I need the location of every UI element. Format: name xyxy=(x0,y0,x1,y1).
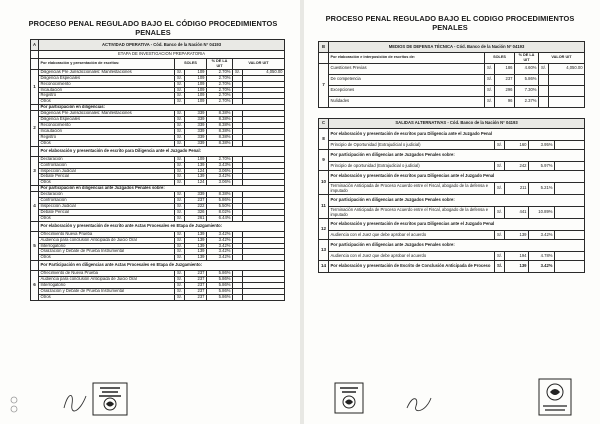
percent-cell: 3.42% xyxy=(207,174,233,180)
item-label: Ofrecimiento de Nueva Prueba xyxy=(39,271,175,277)
item-number: 9 xyxy=(319,150,329,171)
percent-cell: 8.38% xyxy=(207,128,233,134)
percent-cell: 5.86% xyxy=(207,271,233,277)
item-label: Inspección Judicial xyxy=(39,168,175,174)
section-title: SALIDAS ALTERNATIVAS - Cód. Banco de la Nación N° 04193 xyxy=(329,119,585,129)
spacer-cell xyxy=(555,162,585,171)
percent-cell: 3.06% xyxy=(207,168,233,174)
uit-currency-cell: S/. xyxy=(539,63,549,74)
title-line-1: PROCESO PENAL REGULADO BAJO EL CODIGO PROCEDIMIENTOS xyxy=(325,14,575,23)
currency-cell: S/. xyxy=(175,289,185,295)
spacer-cell xyxy=(555,231,585,240)
amount-cell: 109 xyxy=(185,156,207,162)
group-heading-row xyxy=(31,146,285,156)
currency-cell: S/. xyxy=(175,140,185,146)
item-heading: Por elaboración y presentación de escritos para Diligencias ante el Juzgado Penal xyxy=(329,219,585,231)
item-label: Diligencias Pre Jurisdiccionales: Manifestaciones xyxy=(39,69,175,75)
spacer-cell xyxy=(555,141,585,150)
uit-value-cell: 4,050.00 xyxy=(549,63,585,74)
item-label: Otros xyxy=(39,140,175,146)
item-label: Nulidades xyxy=(329,96,485,107)
spacer-cell xyxy=(555,207,585,219)
title-line-2: PENALES xyxy=(432,23,468,32)
group-number: 5 xyxy=(31,231,39,261)
fee-table-b xyxy=(318,41,585,108)
item-label: Reconocimiento xyxy=(39,123,175,129)
item-label: Confrontación xyxy=(39,198,175,204)
group-number: 7 xyxy=(319,63,329,107)
item-number: 13 xyxy=(319,240,329,261)
percent-cell: 8.38% xyxy=(207,134,233,140)
group-heading: Por participación en diligencias: xyxy=(39,105,285,111)
item-label: Otros xyxy=(39,180,175,186)
group-heading: Por elaboración y presentación de escritos: xyxy=(39,59,175,70)
amount-cell: 296 xyxy=(495,85,515,96)
signature-icon xyxy=(404,392,434,414)
percent-cell: 5.86% xyxy=(207,198,233,204)
percent-cell: 3.42% xyxy=(207,255,233,261)
item-label: Incautación xyxy=(39,128,175,134)
group-number: 2 xyxy=(31,111,39,146)
amount-cell: 109 xyxy=(185,87,207,93)
amount-cell: 194 xyxy=(505,252,529,261)
item-label: Incautación xyxy=(39,87,175,93)
item-label: Inspección Judicial xyxy=(39,204,175,210)
table-row xyxy=(319,96,585,107)
uit-value-cell xyxy=(549,74,585,85)
item-heading: Por participación en diligencias ante Juzgados Penales sobre: xyxy=(329,150,585,162)
percent-cell: 2.70% xyxy=(207,81,233,87)
document-title xyxy=(316,14,584,32)
fee-table-a xyxy=(30,39,285,301)
amount-cell: 186 xyxy=(495,63,515,74)
amount-cell: 339 xyxy=(185,123,207,129)
currency-cell: S/. xyxy=(175,156,185,162)
currency-cell: S/. xyxy=(175,87,185,93)
item-number: 11 xyxy=(319,195,329,219)
percent-cell: 5.86% xyxy=(515,74,539,85)
amount-cell: 139 xyxy=(185,162,207,168)
spacer-cell xyxy=(555,252,585,261)
row-number-cell xyxy=(31,261,39,271)
percent-cell: 3.95% xyxy=(529,141,555,150)
percent-cell: 2.70% xyxy=(207,69,233,75)
percent-cell: 3.42% xyxy=(207,237,233,243)
currency-cell: S/. xyxy=(175,294,185,300)
amount-cell: 339 xyxy=(185,140,207,146)
percent-cell: 2.37% xyxy=(515,96,539,107)
group-heading-row xyxy=(31,59,285,70)
currency-cell: S/. xyxy=(175,81,185,87)
row-number-cell xyxy=(31,146,39,156)
percent-cell: 3.42% xyxy=(207,249,233,255)
currency-cell: S/. xyxy=(175,237,185,243)
item-number: 10 xyxy=(319,171,329,195)
section-header-row xyxy=(319,42,585,53)
table-row xyxy=(319,207,585,219)
percent-cell: 5.86% xyxy=(207,283,233,289)
table-row xyxy=(319,74,585,85)
percent-cell: 5.86% xyxy=(207,277,233,283)
item-label: Reconocimiento xyxy=(39,81,175,87)
currency-cell: S/. xyxy=(175,111,185,117)
currency-cell: S/. xyxy=(175,192,185,198)
currency-cell: S/. xyxy=(485,74,495,85)
item-label: Otros xyxy=(39,99,175,105)
uit-currency-cell xyxy=(539,96,549,107)
amount-cell: 139 xyxy=(505,261,529,273)
percent-cell: 5.86% xyxy=(207,289,233,295)
percent-cell: 8.38% xyxy=(207,140,233,146)
item-label: Audiencia para conclusión Anticipada de Juicio Oral xyxy=(39,237,175,243)
spacer-cell xyxy=(555,183,585,195)
uit-currency-cell xyxy=(539,85,549,96)
amount-cell: 339 xyxy=(185,117,207,123)
seal-stamp-icon xyxy=(92,382,128,416)
spacer-cell xyxy=(555,261,585,273)
amount-cell: 139 xyxy=(185,255,207,261)
item-heading-row xyxy=(319,150,585,162)
fee-table-c xyxy=(318,118,585,273)
percent-cell: 7.30% xyxy=(515,85,539,96)
table-row xyxy=(319,162,585,171)
group-heading: Por elaboración y presentación de escrito ante Actas Procesales en Etapa de Juzgamiento: xyxy=(39,221,285,231)
amount-cell: 211 xyxy=(505,183,529,195)
percent-cell: 5.50% xyxy=(207,204,233,210)
percent-cell: 5.97% xyxy=(529,162,555,171)
table-row xyxy=(319,63,585,74)
item-label: Otros xyxy=(39,215,175,221)
section-title: ACTIVIDAD OPERATIVA - Cód. Banco de la Nación N° 04193 xyxy=(39,40,285,51)
group-heading: Por Participación en diligencias ante Actas Procesales en Etapa de Juzgamiento: xyxy=(39,261,285,271)
percent-cell: 2.70% xyxy=(207,156,233,162)
amount-cell: 124 xyxy=(185,168,207,174)
percent-cell: 2.70% xyxy=(207,87,233,93)
section-letter: B xyxy=(319,42,329,53)
column-header-pct: % DE LA UIT xyxy=(207,59,233,70)
currency-cell: S/. xyxy=(175,128,185,134)
amount-cell: 139 xyxy=(185,174,207,180)
currency-cell: S/. xyxy=(495,141,505,150)
amount-cell: 339 xyxy=(185,128,207,134)
item-heading: Por elaboración y presentación de escritos para Diligencias ante el Juzgado Penal xyxy=(329,171,585,183)
group-heading-row xyxy=(31,261,285,271)
item-label: De competencia xyxy=(329,74,485,85)
item-label: Excepciones xyxy=(329,85,485,96)
currency-cell: S/. xyxy=(175,249,185,255)
uit-value-cell: 4,050.00 xyxy=(243,69,285,75)
percent-cell: 8.38% xyxy=(207,192,233,198)
amount-cell: 339 xyxy=(185,134,207,140)
item-label: Terminación Anticipada de Proceso Acuerdo entre el Fiscal, abogado de la defensa e imputado xyxy=(329,207,495,219)
percent-cell: 2.70% xyxy=(207,93,233,99)
item-label: Cuestiones Previas xyxy=(329,63,485,74)
currency-cell: S/. xyxy=(175,209,185,215)
section-letter: A xyxy=(31,40,39,51)
item-heading-row xyxy=(319,219,585,231)
percent-cell: 3.42% xyxy=(207,243,233,249)
percent-cell: 3.42% xyxy=(207,231,233,237)
column-header-pct: % DE LA UIT xyxy=(515,53,539,64)
uit-currency-cell xyxy=(233,294,243,300)
currency-cell: S/. xyxy=(175,204,185,210)
item-label: Declaración xyxy=(39,156,175,162)
amount-cell: 96 xyxy=(495,96,515,107)
group-number: 4 xyxy=(31,192,39,222)
seal-stamp-icon xyxy=(334,382,364,414)
table-row xyxy=(319,183,585,195)
uit-value-cell xyxy=(549,85,585,96)
item-number: 8 xyxy=(319,129,329,150)
section-header-row xyxy=(31,40,285,51)
percent-cell: 4.60% xyxy=(515,63,539,74)
row-number-cell xyxy=(31,221,39,231)
amount-cell: 237 xyxy=(495,74,515,85)
item-label: Diligencias Pre Jurisdiccionales: Manifestaciones xyxy=(39,111,175,117)
currency-cell: S/. xyxy=(495,183,505,195)
percent-cell: 5.21% xyxy=(529,183,555,195)
item-label: Otros xyxy=(39,255,175,261)
amount-cell: 109 xyxy=(185,69,207,75)
item-heading-row xyxy=(319,240,585,252)
item-label: Principio de oportunidad (Extrajudicial o judicial) xyxy=(329,162,495,171)
item-number: 14 xyxy=(319,261,329,273)
uit-currency-cell xyxy=(539,74,549,85)
section-title: MEDIOS DE DEFENSA TÉCNICA - Cód. Banco de la Nación N° 04193 xyxy=(329,42,585,53)
item-heading-row xyxy=(319,195,585,207)
stage-title: ETAPA DE INVESTIGACION PREPARATORIA xyxy=(39,51,285,59)
currency-cell: S/. xyxy=(175,168,185,174)
item-label: Debate Pericial xyxy=(39,174,175,180)
percent-cell: 3.06% xyxy=(207,180,233,186)
percent-cell: 2.70% xyxy=(207,99,233,105)
amount-cell: 139 xyxy=(185,231,207,237)
amount-cell: 237 xyxy=(185,289,207,295)
currency-cell: S/. xyxy=(175,69,185,75)
amount-cell: 109 xyxy=(185,81,207,87)
item-heading: Por elaboración y presentación de escritos para Diligencia ante el Juzgado Penal xyxy=(329,129,585,141)
item-label: Audiencia con el Juez que debe aprobar el acuerdo xyxy=(329,231,495,240)
group-number: 1 xyxy=(31,69,39,104)
amount-cell: 109 xyxy=(185,75,207,81)
amount-cell: 139 xyxy=(185,249,207,255)
currency-cell: S/. xyxy=(175,93,185,99)
percent-cell: 3.42% xyxy=(529,231,555,240)
currency-cell: S/. xyxy=(495,162,505,171)
section-letter: C xyxy=(319,119,329,129)
item-label: Audiencia para conclusión Anticipada de Juicio Oral xyxy=(39,277,175,283)
currency-cell: S/. xyxy=(175,243,185,249)
section-header-row xyxy=(319,119,585,129)
item-label: Ofrecimiento Nueva Prueba xyxy=(39,231,175,237)
currency-cell: S/. xyxy=(175,271,185,277)
item-label: Registro xyxy=(39,134,175,140)
item-heading-row xyxy=(319,261,585,273)
percent-cell: 8.02% xyxy=(207,209,233,215)
item-heading: Por participación en diligencias ante Juzgados Penales sobre: xyxy=(329,195,585,207)
amount-cell: 139 xyxy=(185,237,207,243)
currency-cell: S/. xyxy=(175,174,185,180)
column-header-soles: SOLES xyxy=(485,53,515,64)
currency-cell: S/. xyxy=(175,255,185,261)
item-label: Interrogatorio xyxy=(39,243,175,249)
amount-cell: 222 xyxy=(185,204,207,210)
amount-cell: 237 xyxy=(185,271,207,277)
percent-cell: 10.89% xyxy=(529,207,555,219)
currency-cell: S/. xyxy=(495,261,505,273)
item-label: Oralización y Debate de Prueba Instrumental xyxy=(39,249,175,255)
table-row xyxy=(319,141,585,150)
currency-cell: S/. xyxy=(485,96,495,107)
group-heading: Por elaboración e interposición de escritos de: xyxy=(329,53,485,64)
amount-cell: 109 xyxy=(185,99,207,105)
amount-cell: 339 xyxy=(185,111,207,117)
item-heading-row xyxy=(319,171,585,183)
currency-cell: S/. xyxy=(175,180,185,186)
amount-cell: 139 xyxy=(185,243,207,249)
percent-cell: 8.38% xyxy=(207,123,233,129)
currency-cell: S/. xyxy=(175,162,185,168)
item-heading: Por elaboración y presentación de Escrito de Conclusión Anticipada de Proceso xyxy=(329,261,495,273)
percent-cell: 8.38% xyxy=(207,117,233,123)
group-heading: Por participación en diligencias ante Juzgados Penales sobre: xyxy=(39,186,285,192)
percent-cell: 3.42% xyxy=(529,261,555,273)
uit-currency-cell: S/. xyxy=(233,69,243,75)
amount-cell: 237 xyxy=(185,198,207,204)
group-heading-row xyxy=(319,53,585,64)
uit-value-cell xyxy=(549,96,585,107)
percent-cell: 2.70% xyxy=(207,75,233,81)
currency-cell: S/. xyxy=(495,231,505,240)
group-heading-row xyxy=(31,221,285,231)
percent-cell: 6.44% xyxy=(207,215,233,221)
amount-cell: 124 xyxy=(185,180,207,186)
currency-cell: S/. xyxy=(175,134,185,140)
currency-cell: S/. xyxy=(175,198,185,204)
row-number-cell xyxy=(31,59,39,70)
percent-cell: 8.38% xyxy=(207,111,233,117)
amount-cell: 109 xyxy=(185,93,207,99)
percent-cell: 5.86% xyxy=(207,294,233,300)
table-row xyxy=(319,252,585,261)
punch-hole-icon xyxy=(8,396,20,414)
seal-stamp-icon xyxy=(538,378,572,416)
item-heading-row xyxy=(319,129,585,141)
amount-cell: 242 xyxy=(505,162,529,171)
item-label: Audiencia con el Juez que debe aprobar el acuerdo xyxy=(329,252,495,261)
amount-cell: 326 xyxy=(185,209,207,215)
group-number: 6 xyxy=(31,271,39,301)
document-title: PROCESO PENAL REGULADO BAJO EL CÓDIGO PROCEDIMIENTOS PENALES xyxy=(28,19,278,37)
item-label: Oralización y Debate de Prueba Instrumental xyxy=(39,289,175,295)
item-label: Terminación Anticipada de Proceso Acuerdo entre el Fiscal, abogado de la defensa e imputado xyxy=(329,183,495,195)
amount-cell: 160 xyxy=(505,141,529,150)
item-label: Declaración xyxy=(39,192,175,198)
column-header-uit: VALOR UIT xyxy=(539,53,585,64)
item-label: Interrogatorio xyxy=(39,283,175,289)
currency-cell: S/. xyxy=(175,123,185,129)
currency-cell: S/. xyxy=(485,63,495,74)
column-header-uit: VALOR UIT xyxy=(233,59,285,70)
table-row xyxy=(319,85,585,96)
currency-cell: S/. xyxy=(175,283,185,289)
currency-cell: S/. xyxy=(175,277,185,283)
amount-cell: 237 xyxy=(185,277,207,283)
amount-cell: 261 xyxy=(185,215,207,221)
uit-value-cell xyxy=(243,294,285,300)
currency-cell: S/. xyxy=(175,99,185,105)
item-label: Diligencia Especiales xyxy=(39,75,175,81)
table-row xyxy=(31,294,285,300)
percent-cell: 3.43% xyxy=(207,162,233,168)
currency-cell: S/. xyxy=(485,85,495,96)
currency-cell: S/. xyxy=(495,207,505,219)
signature-icon xyxy=(60,388,90,414)
item-label: Debate Pericial xyxy=(39,209,175,215)
currency-cell: S/. xyxy=(175,117,185,123)
group-number: 3 xyxy=(31,156,39,186)
amount-cell: 237 xyxy=(185,294,207,300)
page-right xyxy=(304,0,600,424)
item-label: Confrontación xyxy=(39,162,175,168)
stage-row xyxy=(31,51,285,59)
column-header-soles: SOLES xyxy=(175,59,207,70)
currency-cell: S/. xyxy=(175,231,185,237)
item-heading: Por participación en diligencias ante Juzgados Penales sobre: xyxy=(329,240,585,252)
currency-cell: S/. xyxy=(495,252,505,261)
amount-cell: 139 xyxy=(505,231,529,240)
percent-cell: 4.78% xyxy=(529,252,555,261)
item-label: Principio de Oportunidad (Extrajudicial o judicial) xyxy=(329,141,495,150)
table-row xyxy=(319,231,585,240)
amount-cell: 441 xyxy=(505,207,529,219)
item-label: Diligencia Especiales xyxy=(39,117,175,123)
item-number: 12 xyxy=(319,219,329,240)
amount-cell: 237 xyxy=(185,283,207,289)
row-number-cell xyxy=(319,53,329,64)
currency-cell: S/. xyxy=(175,215,185,221)
group-heading: Por elaboración y presentación de escrito para Diligencia ante el Juzgado Penal: xyxy=(39,146,285,156)
currency-cell: S/. xyxy=(175,75,185,81)
item-label: Registro xyxy=(39,93,175,99)
amount-cell: 339 xyxy=(185,192,207,198)
item-label: Otros xyxy=(39,294,175,300)
